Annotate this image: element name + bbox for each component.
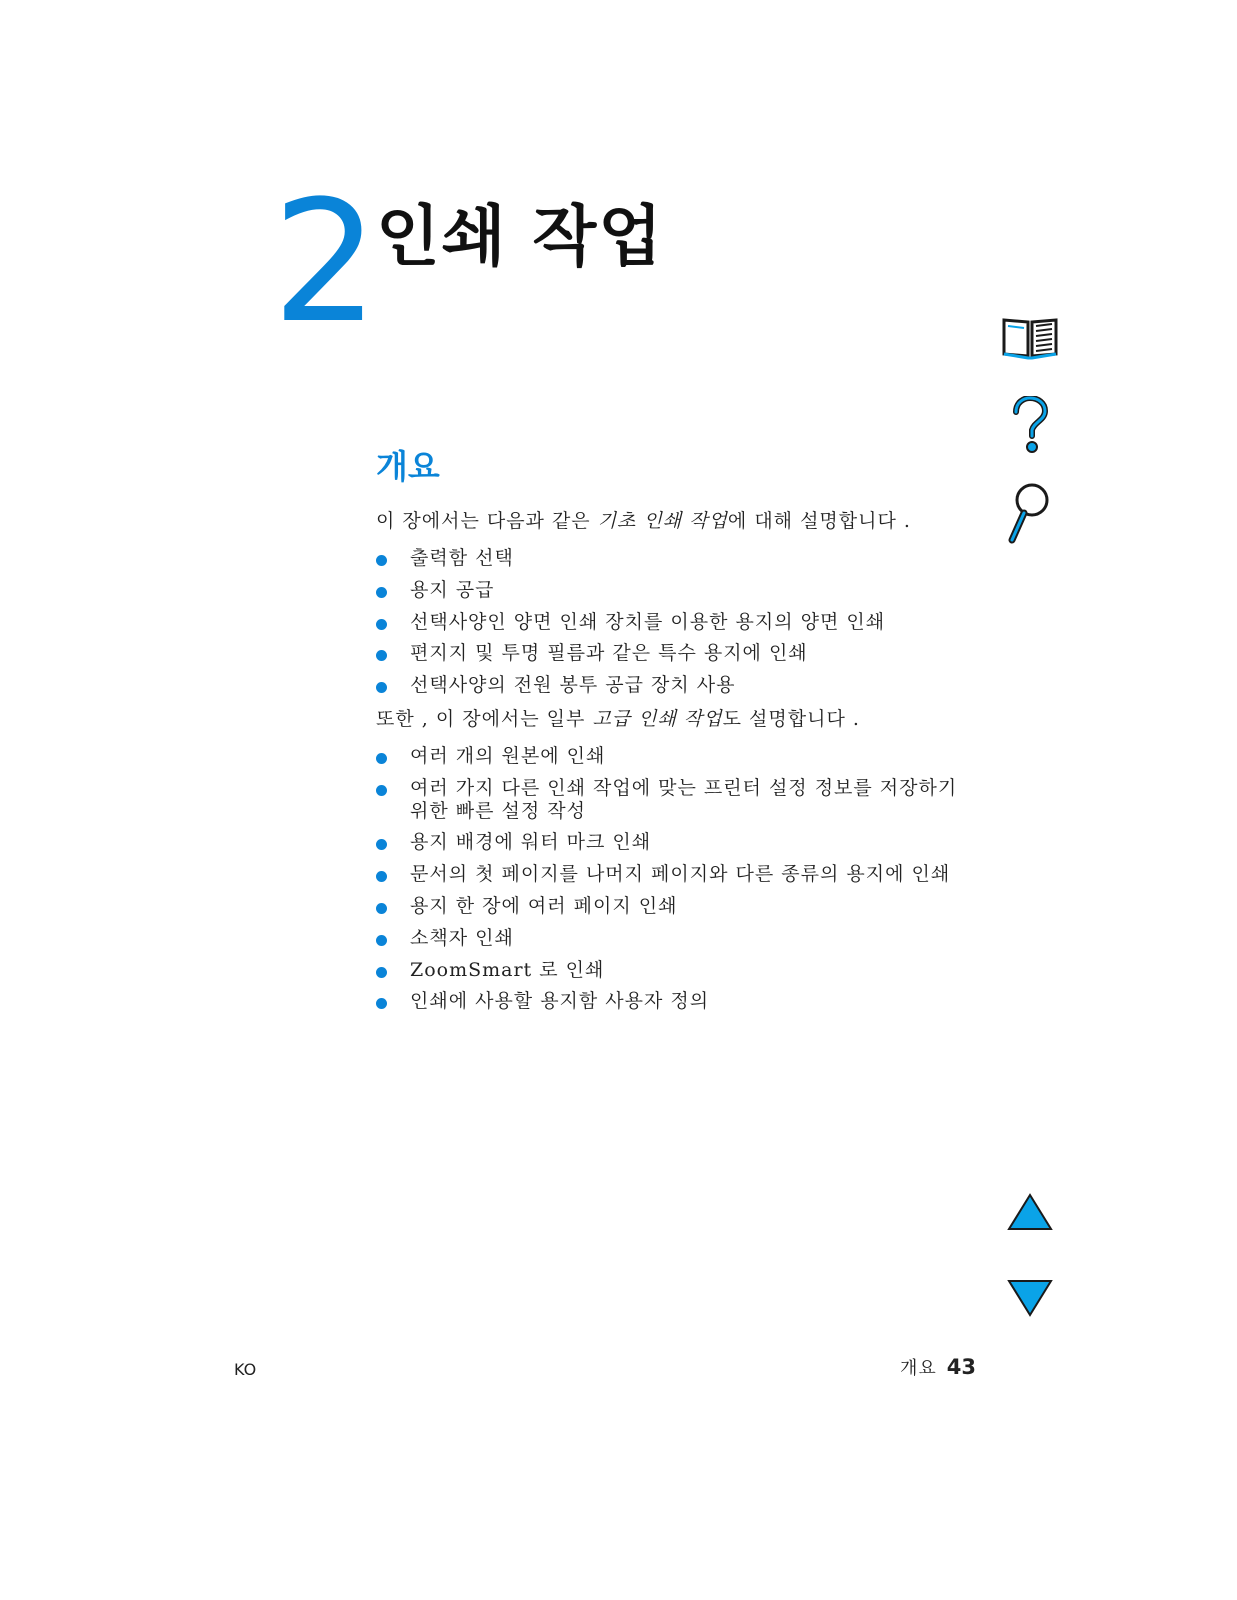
list-item: [376, 642, 976, 665]
list-item: [376, 745, 976, 768]
list-item-text: 용지 공급: [410, 578, 495, 601]
list-item: [376, 831, 976, 854]
intro-text-after: 에 대해 설명합니다 .: [727, 510, 911, 532]
list-item-text: ZoomSmart 로 인쇄: [410, 958, 605, 981]
advanced-intro-text-after: 도 설명합니다 .: [722, 708, 860, 730]
bullet-icon: [376, 555, 387, 566]
chapter-title: 인쇄 작업: [376, 198, 665, 275]
list-item: [376, 547, 976, 570]
chapter-number: 2: [272, 164, 379, 360]
list-item-text: 용지 한 장에 여러 페이지 인쇄: [410, 894, 678, 917]
intro-emphasis: 기초 인쇄 작업: [597, 510, 728, 532]
list-item: [376, 777, 976, 823]
list-item-text: 선택사양인 양면 인쇄 장치를 이용한 용지의 양면 인쇄: [410, 610, 886, 633]
list-item-text: 편지지 및 투명 필름과 같은 특수 용지에 인쇄: [410, 642, 808, 665]
list-item: [376, 674, 976, 697]
bullet-icon: [376, 587, 387, 598]
advanced-intro-emphasis: 고급 인쇄 작업: [592, 708, 723, 730]
bullet-icon: [376, 871, 387, 882]
list-item-text: 여러 개의 원본에 인쇄: [410, 745, 606, 767]
list-item-text: 인쇄에 사용할 용지함 사용자 정의: [410, 990, 710, 1013]
search-magnifier-icon[interactable]: [1006, 482, 1052, 548]
bullet-icon: [376, 619, 387, 630]
list-item-text: 출력함 선택: [410, 547, 514, 569]
book-icon[interactable]: [1000, 314, 1060, 366]
advanced-tasks-list: [376, 745, 976, 1022]
bullet-icon: [376, 839, 387, 850]
section-heading: 개요: [376, 447, 440, 486]
bullet-icon: [376, 682, 387, 693]
intro-paragraph: [376, 510, 911, 533]
previous-page-up-arrow-icon[interactable]: [1006, 1192, 1054, 1236]
footer-page-info: [900, 1354, 976, 1380]
list-item: [376, 959, 976, 982]
list-item: [376, 611, 976, 634]
list-item: [376, 863, 976, 886]
footer-language: KO: [234, 1360, 257, 1379]
bullet-icon: [376, 935, 387, 946]
next-page-down-arrow-icon[interactable]: [1006, 1278, 1054, 1322]
bullet-icon: [376, 753, 387, 764]
footer-section-name: 개요: [900, 1358, 937, 1379]
list-item-text: 선택사양의 전원 봉투 공급 장치 사용: [410, 674, 736, 697]
list-item: [376, 990, 976, 1013]
advanced-intro-paragraph: [376, 708, 860, 731]
list-item: [376, 895, 976, 918]
list-item-text: 여러 가지 다른 인쇄 작업에 맞는 프린터 설정 정보를 저장하기 위한 빠른 설정 작성: [410, 776, 958, 822]
list-item-text: 문서의 첫 페이지를 나머지 페이지와 다른 종류의 용지에 인쇄: [410, 863, 951, 886]
bullet-icon: [376, 998, 387, 1009]
basic-tasks-list: [376, 547, 976, 706]
footer-page-number: 43: [946, 1355, 977, 1379]
list-item: [376, 579, 976, 602]
intro-text-before: 이 장에서는 다음과 같은: [376, 510, 598, 532]
list-item-text: 소책자 인쇄: [410, 926, 514, 949]
list-item-text: 용지 배경에 워터 마크 인쇄: [410, 831, 652, 854]
advanced-intro-text-before: 또한 , 이 장에서는 일부: [376, 708, 593, 730]
help-question-icon[interactable]: [1008, 396, 1052, 460]
bullet-icon: [376, 650, 387, 661]
bullet-icon: [376, 967, 387, 978]
bullet-icon: [376, 903, 387, 914]
bullet-icon: [376, 785, 387, 796]
list-item: [376, 927, 976, 950]
